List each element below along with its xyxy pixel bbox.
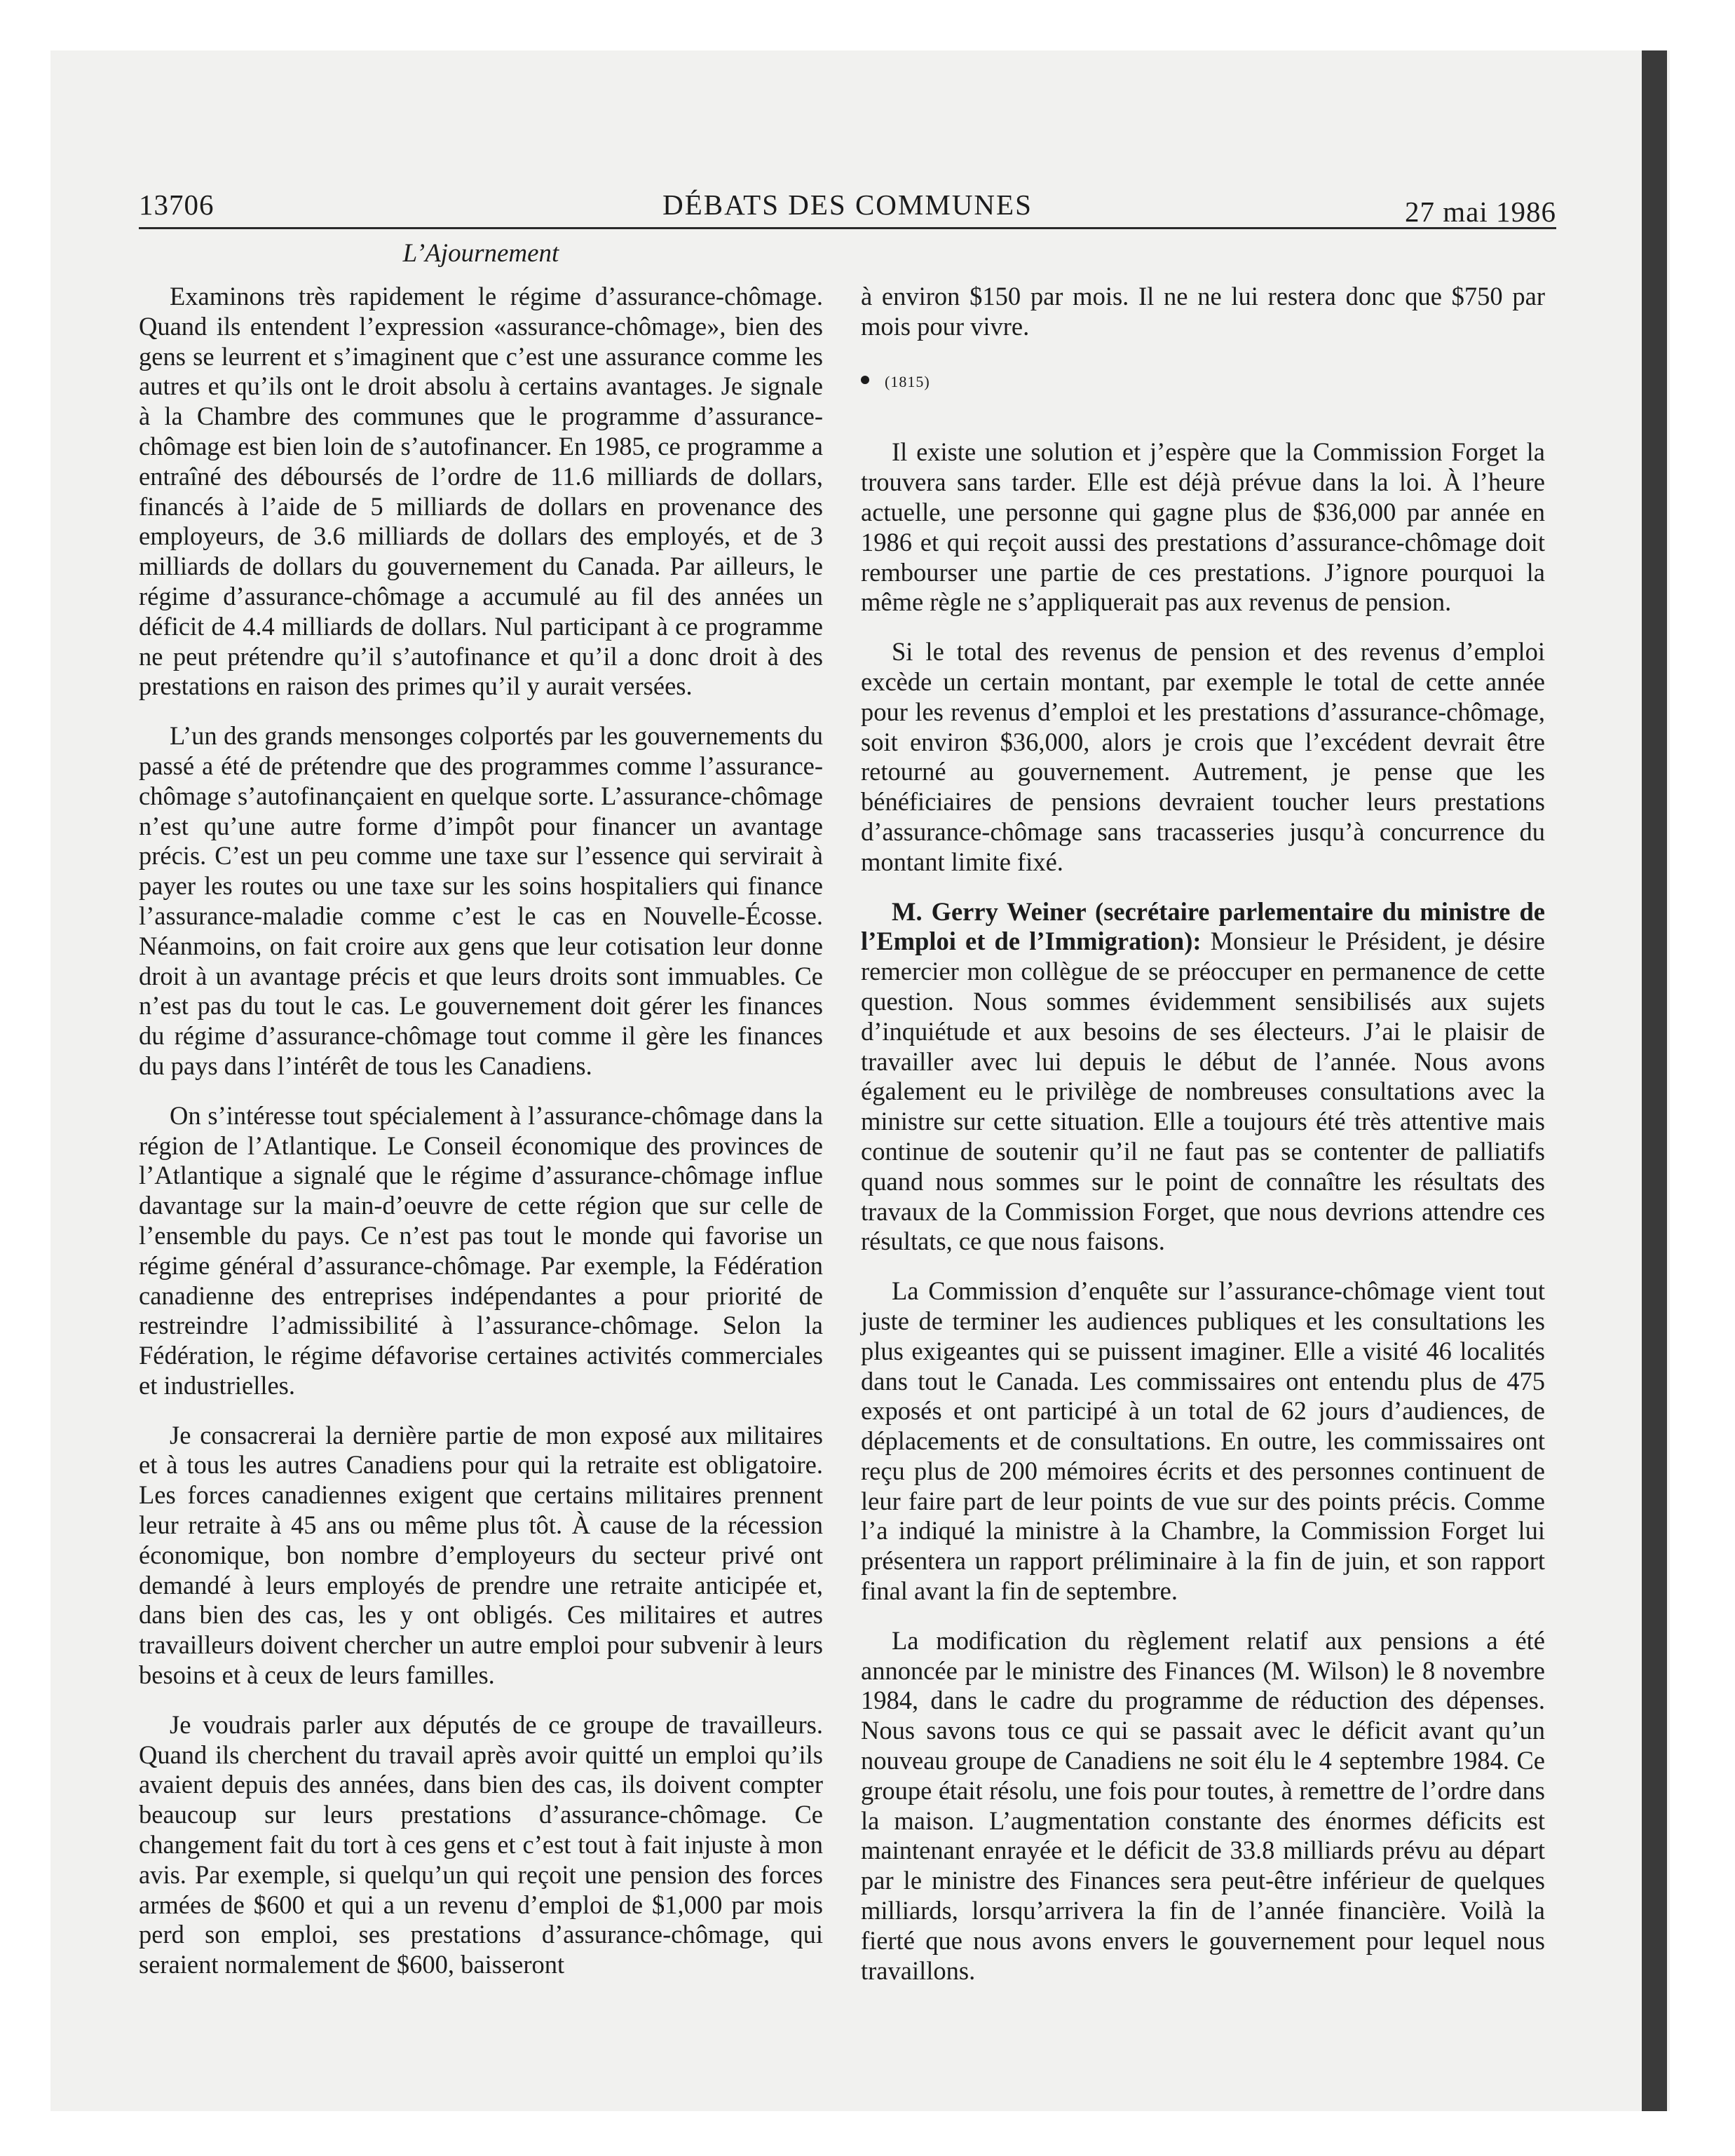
bullet-icon [861,376,869,384]
paragraph: L’un des grands mensonges colportés par les gouvernements du passé a été de prétendre que des programmes comme l’assurance-chômage s’autofinançaient en quelque sorte. L’assurance-chômage n’est qu’une autre forme d’impôt pour financer un avantage précis. C’est un peu comme une taxe sur l’essence qui servirait à payer les routes ou une taxe sur les soins hospitaliers qui finance l’assurance-maladie comme c’est le cas en Nouvelle-Écosse. Néanmoins, on fait croire aux gens que leur cotisation leur donne droit à un avantage précis et que leurs droits sont immuables. Ce n’est pas du tout le cas. Le gouvernement doit gérer les finances du régime d’assurance-chômage tout comme il gère les finances du pays dans l’intérêt de tous les Canadiens. [139,721,823,1080]
speaker-text: Monsieur le Président, je désire remercier mon collègue de se préoccuper en permanence de cette question. Nous sommes évidemment sensibilisés aux sujets d’inquiétude et aux besoins de ses électeurs. J’ai le plaisir de travailler avec lui depuis le début de l’année. Nous avons également eu le privilège de nombreuses consultations avec la ministre sur cette situation. Elle a toujours été très attentive mais continue de soutenir qu’il ne faut pas se contenter de palliatifs quand nous sommes sur le point de connaître les résultats des travaux de la Commission Forget, que nous devrions attendre ces résultats, ce que nous faisons. [861,927,1545,1256]
header-rule [139,227,1556,229]
page-number: 13706 [139,189,215,221]
left-column [139,282,823,2000]
paragraph-continuation: à environ $150 par mois. Il ne ne lui restera donc que $750 par mois pour vivre. [861,282,1545,341]
publication-date: 27 mai 1986 [1405,196,1556,228]
paragraph: Je consacrerai la dernière partie de mon exposé aux militaires et à tous les autres Canadiens pour qui la retraite est obligatoire. Les forces canadiennes exigent que certains militaires prennent leur retraite à 45 ans ou même plus tôt. À cause de la récession économique, bon nombre d’employeurs du secteur privé ont demandé à leurs employés de prendre une retraite anticipée et, dans bien des cas, les y ont obligés. Ces militaires et autres travailleurs doivent chercher un autre emploi pour subvenir à leurs besoins et à ceux de leurs familles. [139,1420,823,1690]
right-column [861,282,1545,2005]
paragraph: Si le total des revenus de pension et des revenus d’emploi excède un certain montant, par exemple le total de cette année pour les revenus d’emploi et les prestations d’assurance-chômage, soit environ $36,000, alors je crois que l’excédent devrait être retourné au gouvernement. Autrement, je pense que les bénéficiaires de pensions devraient toucher leurs prestations d’assurance-chômage sans tracasseries jusqu’à concurrence du montant limite fixé. [861,637,1545,876]
paragraph: La Commission d’enquête sur l’assurance-chômage vient tout juste de terminer les audiences publiques et les consultations les plus exigeantes qui se puissent imaginer. Elle a visité 46 localités dans tout le Canada. Les commissaires ont entendu plus de 475 exposés et ont participé à un total de 62 jours d’audiences, de déplacements et de consultations. En outre, les commissaires ont reçu plus de 200 mémoires écrits et des personnes continuent de leur faire part de leur points de vue sur des points précis. Comme l’a indiqué la ministre à la Chambre, la Commission Forget lui présentera un rapport préliminaire à la fin de juin, et son rapport final avant la fin de septembre. [861,1276,1545,1606]
scan-edge-bar [1642,50,1667,2111]
paragraph: Je voudrais parler aux députés de ce groupe de travailleurs. Quand ils cherchent du travail après avoir quitté un emploi qu’ils avaient depuis des années, dans bien des cas, ils doivent compter beaucoup sur leurs prestations d’assurance-chômage. Ce changement fait du tort à ces gens et c’est tout à fait injuste à mon avis. Par exemple, si quelqu’un qui reçoit une pension des forces armées de $600 et qui a un revenu d’emploi de $1,000 par mois perd son emploi, ses prestations d’assurance-chômage, qui seraient normalement de $600, baisseront [139,1710,823,1979]
publication-title: DÉBATS DES COMMUNES [662,189,1033,221]
paragraph: On s’intéresse tout spécialement à l’assurance-chômage dans la région de l’Atlantique. Le Conseil économique des provinces de l’Atlantique a signalé que le régime d’assurance-chômage influe davantage sur la main-d’oeuvre de cette région que sur celle de l’ensemble du pays. Ce n’est pas tout le monde qui favorise un régime général d’assurance-chômage. Par exemple, la Fédération canadienne des entreprises indépendantes a pour priorité de restreindre l’admissibilité à l’assurance-chômage. Selon la Fédération, le régime défavorise certaines activités commerciales et industrielles. [139,1100,823,1400]
paragraph: Examinons très rapidement le régime d’assurance-chômage. Quand ils entendent l’expression «assurance-chômage», bien des gens se leurrent et s’imaginent que c’est une assurance comme les autres et qu’ils ont le droit absolu à certains avantages. Je signale à la Chambre des communes que le programme d’assurance-chômage est bien loin de s’autofinancer. En 1985, ce programme a entraîné des déboursés de l’ordre de 11.6 milliards de dollars, financés à l’aide de 5 milliards de dollars en provenance des employeurs, de 3.6 milliards de dollars des employés, et de 3 milliards de dollars du gouvernement du Canada. Par ailleurs, le régime d’assurance-chômage a accumulé au fil des années un déficit de 4.4 milliards de dollars. Nul participant à ce programme ne peut prétendre qu’il s’autofinance et qu’il a donc droit à des prestations en raison des primes qu’il y aurait versées. [139,282,823,701]
speaker-paragraph [861,897,1545,1257]
paragraph: La modification du règlement relatif aux pensions a été annoncée par le ministre des Finances (M. Wilson) le 8 novembre 1984, dans le cadre du programme de réduction des dépenses. Nous savons tous ce qui se passait avec le déficit avant qu’un nouveau groupe de Canadiens ne soit élu le 4 septembre 1984. Ce groupe était résolu, une fois pour toutes, à remettre de l’ordre dans la maison. L’augmentation constante des énormes déficits est maintenant enrayée et le déficit de 33.8 milliards prévu au départ par le ministre des Finances sera peut-être inférieur de quelques milliards, lorsqu’arrivera la fin de l’année financière. Voilà la fierté que nous avons envers le gouvernement pour lequel nous travaillons. [861,1625,1545,1985]
time-marker-label: (1815) [885,372,930,390]
speaker-name: M. Gerry Weiner (secrétaire parlementaire du ministre de l’Emploi et de l’Immigration): [861,896,1545,956]
paragraph: Il existe une solution et j’espère que la Commission Forget la trouvera sans tarder. Elle est déjà prévue dans la loi. À l’heure actuelle, une personne qui gagne plus de $36,000 par année en 1986 et qui reçoit aussi des prestations d’assurance-chômage doit rembourser une partie de ces prestations. J’ignore pourquoi la même règle ne s’appliquerait pas aux revenus de pension. [861,437,1545,617]
section-title: L’Ajournement [402,239,559,268]
time-marker [861,367,1545,397]
page-header [139,188,1556,230]
